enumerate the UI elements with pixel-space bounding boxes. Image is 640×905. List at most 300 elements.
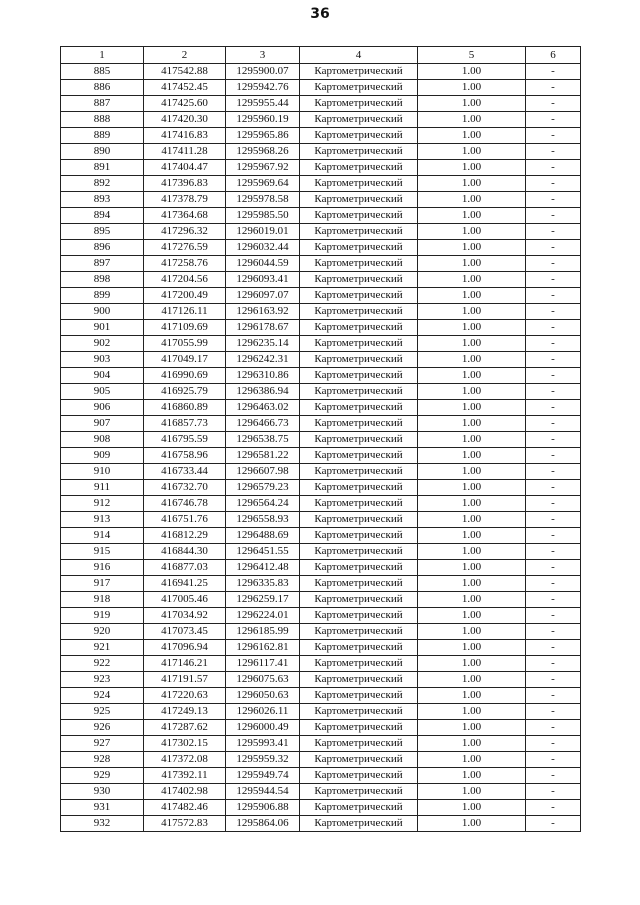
x-coordinate-cell: 417420.30 xyxy=(144,112,226,128)
point-number-cell: 919 xyxy=(61,608,144,624)
point-number-cell: 921 xyxy=(61,640,144,656)
accuracy-cell: 1.00 xyxy=(418,432,526,448)
accuracy-cell: 1.00 xyxy=(418,240,526,256)
accuracy-cell: 1.00 xyxy=(418,672,526,688)
point-number-cell: 910 xyxy=(61,464,144,480)
y-coordinate-cell: 1296075.63 xyxy=(226,672,300,688)
method-cell: Картометрический xyxy=(300,432,418,448)
y-coordinate-cell: 1295942.76 xyxy=(226,80,300,96)
accuracy-cell: 1.00 xyxy=(418,64,526,80)
point-number-cell: 899 xyxy=(61,288,144,304)
y-coordinate-cell: 1296386.94 xyxy=(226,384,300,400)
note-cell: - xyxy=(526,432,581,448)
accuracy-cell: 1.00 xyxy=(418,768,526,784)
y-coordinate-cell: 1296117.41 xyxy=(226,656,300,672)
y-coordinate-cell: 1295968.26 xyxy=(226,144,300,160)
note-cell: - xyxy=(526,736,581,752)
accuracy-cell: 1.00 xyxy=(418,560,526,576)
accuracy-cell: 1.00 xyxy=(418,96,526,112)
x-coordinate-cell: 417073.45 xyxy=(144,624,226,640)
accuracy-cell: 1.00 xyxy=(418,736,526,752)
accuracy-cell: 1.00 xyxy=(418,352,526,368)
x-coordinate-cell: 417249.13 xyxy=(144,704,226,720)
header-cell-5: 5 xyxy=(418,47,526,64)
method-cell: Картометрический xyxy=(300,256,418,272)
table-row xyxy=(61,160,581,176)
method-cell: Картометрический xyxy=(300,176,418,192)
note-cell: - xyxy=(526,240,581,256)
note-cell: - xyxy=(526,208,581,224)
y-coordinate-cell: 1296224.01 xyxy=(226,608,300,624)
method-cell: Картометрический xyxy=(300,352,418,368)
table-row xyxy=(61,208,581,224)
accuracy-cell: 1.00 xyxy=(418,288,526,304)
accuracy-cell: 1.00 xyxy=(418,160,526,176)
accuracy-cell: 1.00 xyxy=(418,816,526,832)
x-coordinate-cell: 416751.76 xyxy=(144,512,226,528)
y-coordinate-cell: 1296451.55 xyxy=(226,544,300,560)
point-number-cell: 903 xyxy=(61,352,144,368)
note-cell: - xyxy=(526,480,581,496)
method-cell: Картометрический xyxy=(300,368,418,384)
header-cell-1: 1 xyxy=(61,47,144,64)
method-cell: Картометрический xyxy=(300,512,418,528)
point-number-cell: 918 xyxy=(61,592,144,608)
x-coordinate-cell: 417126.11 xyxy=(144,304,226,320)
table-row xyxy=(61,656,581,672)
x-coordinate-cell: 417049.17 xyxy=(144,352,226,368)
note-cell: - xyxy=(526,96,581,112)
method-cell: Картометрический xyxy=(300,640,418,656)
note-cell: - xyxy=(526,304,581,320)
accuracy-cell: 1.00 xyxy=(418,528,526,544)
point-number-cell: 906 xyxy=(61,400,144,416)
table-row xyxy=(61,352,581,368)
table-row xyxy=(61,256,581,272)
accuracy-cell: 1.00 xyxy=(418,272,526,288)
x-coordinate-cell: 416925.79 xyxy=(144,384,226,400)
table-row xyxy=(61,224,581,240)
accuracy-cell: 1.00 xyxy=(418,752,526,768)
y-coordinate-cell: 1295993.41 xyxy=(226,736,300,752)
method-cell: Картометрический xyxy=(300,400,418,416)
method-cell: Картометрический xyxy=(300,320,418,336)
note-cell: - xyxy=(526,640,581,656)
y-coordinate-cell: 1296335.83 xyxy=(226,576,300,592)
note-cell: - xyxy=(526,704,581,720)
accuracy-cell: 1.00 xyxy=(418,176,526,192)
y-coordinate-cell: 1295955.44 xyxy=(226,96,300,112)
table-row xyxy=(61,704,581,720)
table-row xyxy=(61,448,581,464)
note-cell: - xyxy=(526,800,581,816)
note-cell: - xyxy=(526,608,581,624)
table-row xyxy=(61,592,581,608)
table-row xyxy=(61,480,581,496)
point-number-cell: 917 xyxy=(61,576,144,592)
method-cell: Картометрический xyxy=(300,272,418,288)
method-cell: Картометрический xyxy=(300,800,418,816)
y-coordinate-cell: 1295959.32 xyxy=(226,752,300,768)
point-number-cell: 897 xyxy=(61,256,144,272)
y-coordinate-cell: 1295965.86 xyxy=(226,128,300,144)
note-cell: - xyxy=(526,384,581,400)
accuracy-cell: 1.00 xyxy=(418,720,526,736)
note-cell: - xyxy=(526,624,581,640)
accuracy-cell: 1.00 xyxy=(418,624,526,640)
accuracy-cell: 1.00 xyxy=(418,800,526,816)
table-row xyxy=(61,240,581,256)
y-coordinate-cell: 1295967.92 xyxy=(226,160,300,176)
accuracy-cell: 1.00 xyxy=(418,784,526,800)
note-cell: - xyxy=(526,336,581,352)
table-row xyxy=(61,528,581,544)
accuracy-cell: 1.00 xyxy=(418,608,526,624)
table-row xyxy=(61,368,581,384)
table-row xyxy=(61,608,581,624)
x-coordinate-cell: 417200.49 xyxy=(144,288,226,304)
method-cell: Картометрический xyxy=(300,80,418,96)
method-cell: Картометрический xyxy=(300,624,418,640)
note-cell: - xyxy=(526,528,581,544)
method-cell: Картометрический xyxy=(300,704,418,720)
x-coordinate-cell: 417005.46 xyxy=(144,592,226,608)
table-row xyxy=(61,144,581,160)
note-cell: - xyxy=(526,368,581,384)
method-cell: Картометрический xyxy=(300,448,418,464)
accuracy-cell: 1.00 xyxy=(418,400,526,416)
point-number-cell: 890 xyxy=(61,144,144,160)
table-row xyxy=(61,736,581,752)
x-coordinate-cell: 416812.29 xyxy=(144,528,226,544)
table-row xyxy=(61,816,581,832)
x-coordinate-cell: 417258.76 xyxy=(144,256,226,272)
point-number-cell: 914 xyxy=(61,528,144,544)
x-coordinate-cell: 417034.92 xyxy=(144,608,226,624)
table-row xyxy=(61,432,581,448)
x-coordinate-cell: 417402.98 xyxy=(144,784,226,800)
accuracy-cell: 1.00 xyxy=(418,208,526,224)
table-row xyxy=(61,400,581,416)
method-cell: Картометрический xyxy=(300,544,418,560)
note-cell: - xyxy=(526,224,581,240)
note-cell: - xyxy=(526,816,581,832)
point-number-cell: 907 xyxy=(61,416,144,432)
y-coordinate-cell: 1295906.88 xyxy=(226,800,300,816)
accuracy-cell: 1.00 xyxy=(418,512,526,528)
point-number-cell: 898 xyxy=(61,272,144,288)
table-row xyxy=(61,800,581,816)
x-coordinate-cell: 417452.45 xyxy=(144,80,226,96)
y-coordinate-cell: 1296581.22 xyxy=(226,448,300,464)
point-number-cell: 923 xyxy=(61,672,144,688)
method-cell: Картометрический xyxy=(300,672,418,688)
point-number-cell: 922 xyxy=(61,656,144,672)
x-coordinate-cell: 417425.60 xyxy=(144,96,226,112)
point-number-cell: 909 xyxy=(61,448,144,464)
method-cell: Картометрический xyxy=(300,688,418,704)
table-row xyxy=(61,112,581,128)
table-row xyxy=(61,672,581,688)
table-row xyxy=(61,176,581,192)
point-number-cell: 889 xyxy=(61,128,144,144)
accuracy-cell: 1.00 xyxy=(418,640,526,656)
table-row xyxy=(61,544,581,560)
x-coordinate-cell: 417055.99 xyxy=(144,336,226,352)
note-cell: - xyxy=(526,496,581,512)
table-row xyxy=(61,720,581,736)
table-row xyxy=(61,784,581,800)
coordinates-table xyxy=(60,46,581,832)
table-row xyxy=(61,464,581,480)
accuracy-cell: 1.00 xyxy=(418,464,526,480)
method-cell: Картометрический xyxy=(300,288,418,304)
x-coordinate-cell: 416733.44 xyxy=(144,464,226,480)
method-cell: Картометрический xyxy=(300,720,418,736)
point-number-cell: 924 xyxy=(61,688,144,704)
note-cell: - xyxy=(526,80,581,96)
point-number-cell: 930 xyxy=(61,784,144,800)
point-number-cell: 905 xyxy=(61,384,144,400)
note-cell: - xyxy=(526,544,581,560)
y-coordinate-cell: 1295900.07 xyxy=(226,64,300,80)
method-cell: Картометрический xyxy=(300,592,418,608)
method-cell: Картометрический xyxy=(300,128,418,144)
x-coordinate-cell: 417396.83 xyxy=(144,176,226,192)
y-coordinate-cell: 1296000.49 xyxy=(226,720,300,736)
note-cell: - xyxy=(526,576,581,592)
x-coordinate-cell: 417109.69 xyxy=(144,320,226,336)
x-coordinate-cell: 417482.46 xyxy=(144,800,226,816)
point-number-cell: 896 xyxy=(61,240,144,256)
method-cell: Картометрический xyxy=(300,192,418,208)
point-number-cell: 895 xyxy=(61,224,144,240)
accuracy-cell: 1.00 xyxy=(418,192,526,208)
point-number-cell: 885 xyxy=(61,64,144,80)
x-coordinate-cell: 417542.88 xyxy=(144,64,226,80)
note-cell: - xyxy=(526,400,581,416)
x-coordinate-cell: 417392.11 xyxy=(144,768,226,784)
point-number-cell: 900 xyxy=(61,304,144,320)
method-cell: Картометрический xyxy=(300,304,418,320)
accuracy-cell: 1.00 xyxy=(418,320,526,336)
accuracy-cell: 1.00 xyxy=(418,80,526,96)
accuracy-cell: 1.00 xyxy=(418,112,526,128)
point-number-cell: 926 xyxy=(61,720,144,736)
x-coordinate-cell: 417146.21 xyxy=(144,656,226,672)
y-coordinate-cell: 1296163.92 xyxy=(226,304,300,320)
point-number-cell: 916 xyxy=(61,560,144,576)
table-row xyxy=(61,80,581,96)
table-row xyxy=(61,320,581,336)
y-coordinate-cell: 1296607.98 xyxy=(226,464,300,480)
y-coordinate-cell: 1295978.58 xyxy=(226,192,300,208)
x-coordinate-cell: 417296.32 xyxy=(144,224,226,240)
y-coordinate-cell: 1296310.86 xyxy=(226,368,300,384)
method-cell: Картометрический xyxy=(300,160,418,176)
table-row xyxy=(61,304,581,320)
table-row xyxy=(61,624,581,640)
point-number-cell: 887 xyxy=(61,96,144,112)
point-number-cell: 928 xyxy=(61,752,144,768)
note-cell: - xyxy=(526,592,581,608)
table-row xyxy=(61,640,581,656)
x-coordinate-cell: 417220.63 xyxy=(144,688,226,704)
accuracy-cell: 1.00 xyxy=(418,128,526,144)
method-cell: Картометрический xyxy=(300,784,418,800)
accuracy-cell: 1.00 xyxy=(418,576,526,592)
accuracy-cell: 1.00 xyxy=(418,368,526,384)
method-cell: Картометрический xyxy=(300,416,418,432)
table-body xyxy=(61,64,581,832)
y-coordinate-cell: 1296032.44 xyxy=(226,240,300,256)
y-coordinate-cell: 1296093.41 xyxy=(226,272,300,288)
note-cell: - xyxy=(526,768,581,784)
table-row xyxy=(61,64,581,80)
accuracy-cell: 1.00 xyxy=(418,544,526,560)
table-row xyxy=(61,560,581,576)
point-number-cell: 892 xyxy=(61,176,144,192)
x-coordinate-cell: 416795.59 xyxy=(144,432,226,448)
note-cell: - xyxy=(526,656,581,672)
x-coordinate-cell: 417096.94 xyxy=(144,640,226,656)
accuracy-cell: 1.00 xyxy=(418,656,526,672)
x-coordinate-cell: 416732.70 xyxy=(144,480,226,496)
method-cell: Картометрический xyxy=(300,336,418,352)
table-row xyxy=(61,272,581,288)
point-number-cell: 893 xyxy=(61,192,144,208)
x-coordinate-cell: 416758.96 xyxy=(144,448,226,464)
point-number-cell: 908 xyxy=(61,432,144,448)
note-cell: - xyxy=(526,784,581,800)
x-coordinate-cell: 417302.15 xyxy=(144,736,226,752)
y-coordinate-cell: 1296463.02 xyxy=(226,400,300,416)
y-coordinate-cell: 1296579.23 xyxy=(226,480,300,496)
note-cell: - xyxy=(526,256,581,272)
table-row xyxy=(61,576,581,592)
point-number-cell: 886 xyxy=(61,80,144,96)
x-coordinate-cell: 417572.83 xyxy=(144,816,226,832)
method-cell: Картометрический xyxy=(300,560,418,576)
note-cell: - xyxy=(526,176,581,192)
header-cell-6: 6 xyxy=(526,47,581,64)
y-coordinate-cell: 1296097.07 xyxy=(226,288,300,304)
note-cell: - xyxy=(526,112,581,128)
method-cell: Картометрический xyxy=(300,496,418,512)
x-coordinate-cell: 417411.28 xyxy=(144,144,226,160)
y-coordinate-cell: 1295949.74 xyxy=(226,768,300,784)
x-coordinate-cell: 416857.73 xyxy=(144,416,226,432)
accuracy-cell: 1.00 xyxy=(418,256,526,272)
x-coordinate-cell: 416860.89 xyxy=(144,400,226,416)
table-header xyxy=(61,47,581,64)
table-row xyxy=(61,752,581,768)
note-cell: - xyxy=(526,128,581,144)
x-coordinate-cell: 417191.57 xyxy=(144,672,226,688)
accuracy-cell: 1.00 xyxy=(418,688,526,704)
note-cell: - xyxy=(526,464,581,480)
table-row xyxy=(61,288,581,304)
point-number-cell: 904 xyxy=(61,368,144,384)
note-cell: - xyxy=(526,560,581,576)
y-coordinate-cell: 1296412.48 xyxy=(226,560,300,576)
x-coordinate-cell: 416990.69 xyxy=(144,368,226,384)
note-cell: - xyxy=(526,64,581,80)
accuracy-cell: 1.00 xyxy=(418,144,526,160)
note-cell: - xyxy=(526,688,581,704)
header-cell-2: 2 xyxy=(144,47,226,64)
point-number-cell: 920 xyxy=(61,624,144,640)
point-number-cell: 925 xyxy=(61,704,144,720)
header-row xyxy=(61,47,581,64)
point-number-cell: 894 xyxy=(61,208,144,224)
method-cell: Картометрический xyxy=(300,224,418,240)
note-cell: - xyxy=(526,320,581,336)
y-coordinate-cell: 1296538.75 xyxy=(226,432,300,448)
header-cell-3: 3 xyxy=(226,47,300,64)
table-row xyxy=(61,192,581,208)
y-coordinate-cell: 1296235.14 xyxy=(226,336,300,352)
y-coordinate-cell: 1295944.54 xyxy=(226,784,300,800)
x-coordinate-cell: 417378.79 xyxy=(144,192,226,208)
y-coordinate-cell: 1296019.01 xyxy=(226,224,300,240)
x-coordinate-cell: 417416.83 xyxy=(144,128,226,144)
y-coordinate-cell: 1296050.63 xyxy=(226,688,300,704)
point-number-cell: 901 xyxy=(61,320,144,336)
method-cell: Картометрический xyxy=(300,752,418,768)
method-cell: Картометрический xyxy=(300,768,418,784)
note-cell: - xyxy=(526,720,581,736)
method-cell: Картометрический xyxy=(300,816,418,832)
point-number-cell: 911 xyxy=(61,480,144,496)
accuracy-cell: 1.00 xyxy=(418,224,526,240)
method-cell: Картометрический xyxy=(300,608,418,624)
x-coordinate-cell: 416844.30 xyxy=(144,544,226,560)
y-coordinate-cell: 1296162.81 xyxy=(226,640,300,656)
y-coordinate-cell: 1295864.06 xyxy=(226,816,300,832)
y-coordinate-cell: 1296558.93 xyxy=(226,512,300,528)
accuracy-cell: 1.00 xyxy=(418,304,526,320)
table-row xyxy=(61,128,581,144)
point-number-cell: 902 xyxy=(61,336,144,352)
x-coordinate-cell: 417404.47 xyxy=(144,160,226,176)
y-coordinate-cell: 1296185.99 xyxy=(226,624,300,640)
accuracy-cell: 1.00 xyxy=(418,496,526,512)
table-row xyxy=(61,512,581,528)
note-cell: - xyxy=(526,272,581,288)
table-row xyxy=(61,384,581,400)
y-coordinate-cell: 1296026.11 xyxy=(226,704,300,720)
method-cell: Картометрический xyxy=(300,464,418,480)
accuracy-cell: 1.00 xyxy=(418,448,526,464)
note-cell: - xyxy=(526,144,581,160)
table-row xyxy=(61,336,581,352)
accuracy-cell: 1.00 xyxy=(418,336,526,352)
table-row xyxy=(61,768,581,784)
method-cell: Картометрический xyxy=(300,64,418,80)
accuracy-cell: 1.00 xyxy=(418,384,526,400)
method-cell: Картометрический xyxy=(300,144,418,160)
method-cell: Картометрический xyxy=(300,656,418,672)
note-cell: - xyxy=(526,672,581,688)
accuracy-cell: 1.00 xyxy=(418,480,526,496)
accuracy-cell: 1.00 xyxy=(418,704,526,720)
table-row xyxy=(61,96,581,112)
note-cell: - xyxy=(526,752,581,768)
method-cell: Картометрический xyxy=(300,576,418,592)
method-cell: Картометрический xyxy=(300,240,418,256)
x-coordinate-cell: 416877.03 xyxy=(144,560,226,576)
